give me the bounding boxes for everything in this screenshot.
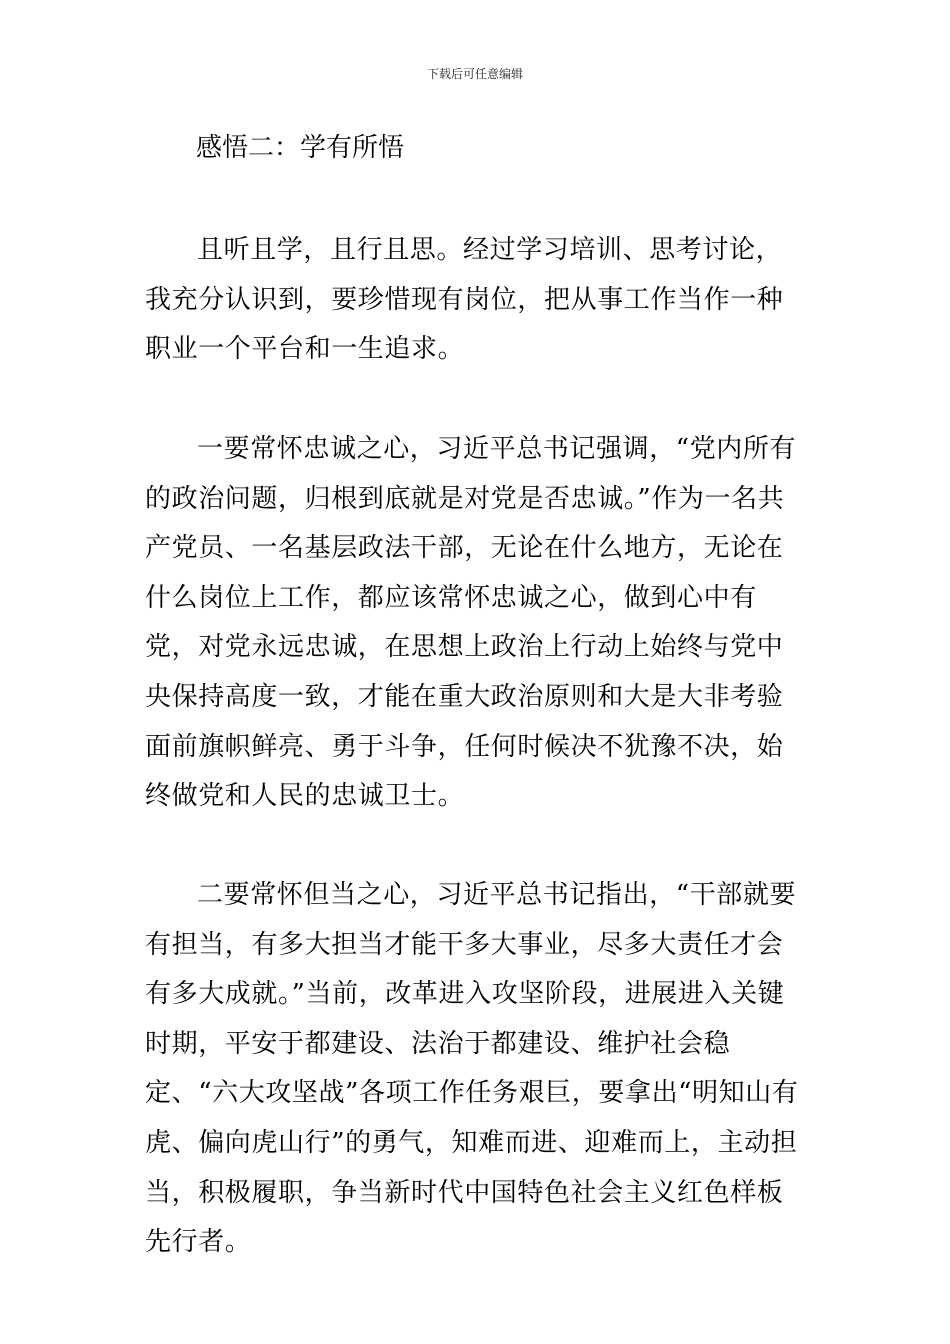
- paragraph-1: 且听且学，且行且思。经过学习培训、思考讨论，我充分认识到，要珍惜现有岗位，把从事工作当作一种职业一个平台和一生追求。: [145, 235, 784, 365]
- section-title: 感悟二：学有所悟: [196, 133, 405, 163]
- header-note: 下载后可任意编辑: [426, 67, 523, 81]
- paragraph-3: 二要常怀但当之心，习近平总书记指出，“干部就要有担当，有多大担当才能干多大事业，尽多大责任才会有多大成就。”当前，改革进入攻坚阶段，进展进入关键时期，平安于都建设、法治于都建设、维护社会稳定、“六大攻坚战”各项工作任务艰巨，要拿出“明知山有虎、偏向虎山行”的勇气，知难而进、迎难而上，主动担当，积极履职，争当新时代中国特色社会主义红色样板先行者。: [145, 880, 799, 1258]
- paragraph-2: 一要常怀忠诚之心，习近平总书记强调，“党内所有的政治问题，归根到底就是对党是否忠诚。”作为一名共产党员、一名基层政法干部，无论在什么地方，无论在什么岗位上工作，都应该常怀忠诚之心，做到心中有党，对党永远忠诚，在思想上政治上行动上始终与党中央保持高度一致，才能在重大政治原则和大是大非考验面前旗帜鲜亮、勇于斗争，任何时候决不犹豫不决，始终做党和人民的忠诚卫士。: [145, 434, 797, 812]
